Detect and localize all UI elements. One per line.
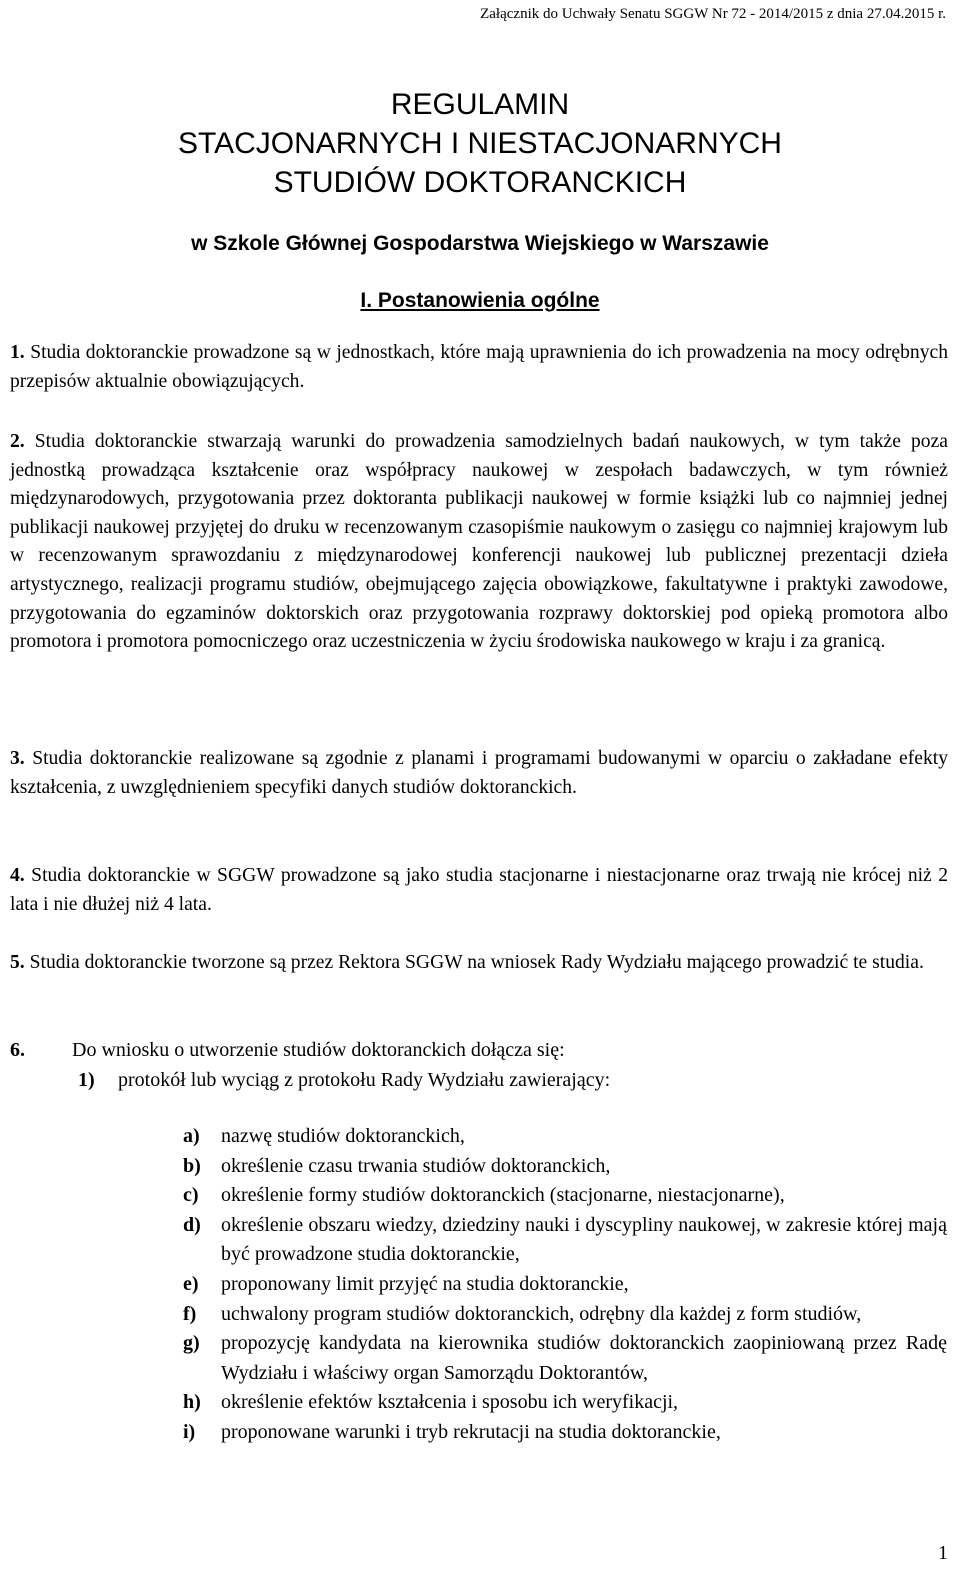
list-item-label: a)	[183, 1125, 200, 1147]
list-item	[183, 1211, 947, 1270]
list-item-label: d)	[183, 1213, 201, 1236]
paragraph-3	[10, 745, 948, 802]
paragraph-number: 1.	[10, 342, 25, 363]
paragraph-1	[10, 339, 948, 396]
header-note: Załącznik do Uchwały Senatu SGGW Nr 72 - 2014/2015 z dnia 27.04.2015 r.	[480, 6, 946, 22]
list-item-label: c)	[183, 1184, 199, 1207]
list-item	[183, 1329, 947, 1388]
paragraph-text: Studia doktoranckie w SGGW prowadzone są jako studia stacjonarne i niestacjonarne oraz trwają nie krócej niż 2 lata i nie dłużej niż 4 lata.	[10, 865, 949, 915]
paragraph-6	[10, 1036, 948, 1065]
list-item-label: f)	[183, 1302, 197, 1325]
paragraph-4	[10, 862, 948, 919]
paragraph-text: Do wniosku o utworzenie studiów doktoranckich dołącza się:	[72, 1039, 565, 1061]
list-item-text: propozycję kandydata na kierownika studiów doktoranckich zaopiniowaną przez Radę Wydziału i właściwy organ Samorządu Doktorantów,	[221, 1332, 947, 1384]
list-item-label: i)	[183, 1420, 196, 1443]
list-item-text: określenie efektów kształcenia i sposobu ich weryfikacji,	[221, 1391, 679, 1414]
paragraph-number: 2.	[10, 431, 25, 452]
paragraph-5	[10, 949, 948, 978]
list-item-text: proponowane warunki i tryb rekrutacji na studia doktoranckie,	[221, 1420, 721, 1443]
subpoint-text: protokół lub wyciąg z protokołu Rady Wydziału zawierający:	[118, 1069, 611, 1091]
subpoint-1	[78, 1066, 948, 1095]
paragraph-number: 6.	[10, 1039, 25, 1061]
list-item	[183, 1181, 947, 1211]
title-line-1: REGULAMIN	[390, 88, 570, 121]
page-number: 1	[938, 1542, 948, 1564]
letter-list	[183, 1122, 947, 1448]
document-title	[0, 85, 960, 202]
list-item-label: g)	[183, 1332, 200, 1355]
title-line-2: STACJONARNYCH I NIESTACJONARNYCH	[178, 127, 782, 160]
list-item-label: b)	[183, 1154, 201, 1177]
list-item-text: określenie formy studiów doktoranckich (stacjonarne, niestacjonarne),	[221, 1184, 785, 1207]
paragraph-2	[10, 428, 948, 657]
list-item	[183, 1418, 947, 1448]
title-line-3: STUDIÓW DOKTORANCKICH	[273, 166, 687, 199]
list-item-text: określenie czasu trwania studiów doktoranckich,	[221, 1154, 611, 1177]
paragraph-text: Studia doktoranckie tworzone są przez Rektora SGGW na wniosek Rady Wydziału mającego prowadzić te studia.	[29, 952, 924, 973]
paragraph-number: 5.	[10, 952, 25, 973]
list-item-text: proponowany limit przyjęć na studia doktoranckie,	[221, 1272, 629, 1295]
paragraph-number: 4.	[10, 865, 25, 886]
document-subtitle: w Szkole Głównej Gospodarstwa Wiejskiego w Warszawie	[191, 232, 769, 255]
list-item-text: określenie obszaru wiedzy, dziedziny nauki i dyscypliny naukowej, w zakresie której mają być prowadzone studia doktoranckie,	[221, 1213, 947, 1266]
list-item	[183, 1152, 947, 1182]
paragraph-text: Studia doktoranckie stwarzają warunki do prowadzenia samodzielnych badań naukowych, w tym także poza jednostką prowadząca kształcenie oraz współpracy naukowej w zespołach badawczych, w tym również międzynarodowych, przygotowania przez doktoranta publikacji naukowej w formie książki lub co najmniej jednej publikacji naukowej przyjętej do druku w recenzowanym czasopiśmie naukowym o zasięgu co najmniej krajowym lub w recenzowanym sprawozdaniu z międzynarodowej konferencji naukowej lub publicznej prezentacji dzieła artystycznego, realizacji programu studiów, obejmującego zajęcia obowiązkowe, fakultatywne i praktyki zawodowe, przygotowania do egzaminów doktorskich oraz przygotowania rozprawy doktorskiej pod opieką promotora albo promotora i promotora pomocniczego oraz uczestniczenia w życiu środowiska naukowego w kraju i za granicą.	[10, 431, 948, 653]
paragraph-text: Studia doktoranckie realizowane są zgodnie z planami i programami budowanymi w oparciu o zakładane efekty kształcenia, z uwzględnieniem specyfiki danych studiów doktoranckich.	[10, 748, 948, 798]
paragraph-text: Studia doktoranckie prowadzone są w jednostkach, które mają uprawnienia do ich prowadzenia na mocy odrębnych przepisów aktualnie obowiązujących.	[10, 342, 948, 392]
list-item	[183, 1270, 947, 1300]
list-item-label: h)	[183, 1391, 201, 1414]
list-item	[183, 1300, 947, 1330]
list-item-text: nazwę studiów doktoranckich,	[221, 1125, 465, 1147]
list-item	[183, 1122, 947, 1152]
list-item	[183, 1388, 947, 1418]
subpoint-number: 1)	[78, 1069, 95, 1091]
list-item-text: uchwalony program studiów doktoranckich, odrębny dla każdej z form studiów,	[221, 1302, 862, 1325]
paragraph-number: 3.	[10, 748, 25, 769]
section-heading: I. Postanowienia ogólne	[360, 289, 600, 312]
list-item-label: e)	[183, 1272, 199, 1295]
